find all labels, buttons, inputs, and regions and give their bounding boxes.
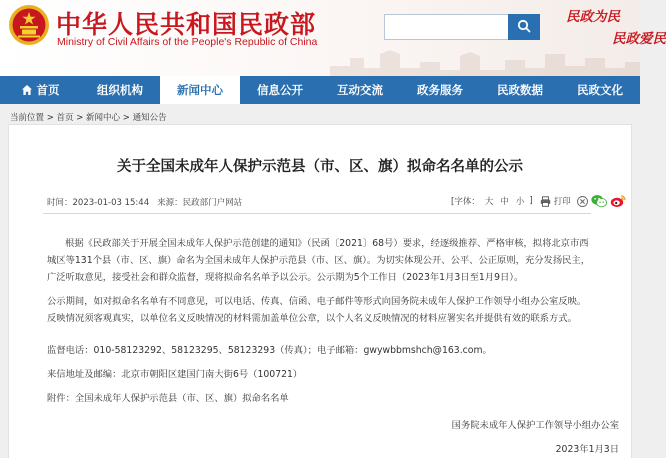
print-icon[interactable] bbox=[540, 196, 551, 207]
article-paragraph-1: 根据《民政部关于开展全国未成年人保护示范创建的通知》（民函〔2021〕68号）要求，经逐级推荐、严格审核，拟将北京市西城区等131个县（市、区、旗）命名为全国未成年人保护示范县（市、区、旗）。为切实体现公开、公平、公正原则，充分发扬民主，广泛听取意见，接受社会和群众监督，现将拟命名名单予以公示。公示期为5个工作日（2023年1月3日至1月9日）。 bbox=[47, 238, 591, 283]
article-title: 关于全国未成年人保护示范县（市、区、旗）拟命名名单的公示 bbox=[117, 159, 523, 175]
site-subtitle: Ministry of Civil Affairs of the People's Republic of China bbox=[57, 36, 318, 48]
nav-item-information-disclosure[interactable] bbox=[240, 76, 320, 104]
wechat-share-icon[interactable] bbox=[591, 194, 607, 208]
nav-item-label: 民政数据 bbox=[497, 83, 543, 97]
nav-item-civil-data[interactable] bbox=[480, 76, 560, 104]
font-size-small-link[interactable]: 小 bbox=[515, 197, 525, 207]
slogan-line-2: 民政爱民 bbox=[612, 31, 666, 47]
attachment-link[interactable]: 附件：全国未成年人保护示范县（市、区、旗）拟命名名单 bbox=[47, 393, 289, 404]
print-link[interactable]: 打印 bbox=[553, 197, 571, 207]
close-icon[interactable] bbox=[577, 196, 588, 207]
nav-item-label: 政务服务 bbox=[417, 83, 463, 97]
nav-item-label: 首页 bbox=[36, 83, 60, 97]
article-meta bbox=[47, 196, 242, 208]
nav-item-label: 新闻中心 bbox=[177, 83, 223, 97]
font-size-large-link[interactable]: 大 bbox=[484, 197, 494, 207]
article-time: 时间：2023-01-03 15:44 bbox=[47, 198, 150, 208]
nav-item-home[interactable] bbox=[0, 76, 80, 104]
meta-divider bbox=[43, 213, 591, 214]
main-nav bbox=[0, 76, 640, 104]
nav-item-label: 民政文化 bbox=[577, 83, 623, 97]
home-icon bbox=[21, 84, 33, 96]
nav-item-organization[interactable] bbox=[80, 76, 160, 104]
site-header bbox=[0, 0, 666, 76]
nav-item-label: 互动交流 bbox=[337, 83, 383, 97]
contact-address: 来信地址及邮编：北京市朝阳区建国门南大街6号（100721） bbox=[47, 369, 303, 380]
nav-item-label: 信息公开 bbox=[257, 83, 303, 97]
font-size-close-bracket: ] bbox=[529, 196, 533, 206]
article-tools bbox=[451, 193, 626, 209]
nav-item-interaction[interactable] bbox=[320, 76, 400, 104]
signature-organization: 国务院未成年人保护工作领导小组办公室 bbox=[451, 420, 619, 431]
nav-item-civil-culture[interactable] bbox=[560, 76, 640, 104]
article-card bbox=[8, 124, 632, 458]
national-emblem-icon[interactable] bbox=[8, 4, 50, 46]
search-icon bbox=[517, 18, 531, 37]
signature-date: 2023年1月3日 bbox=[555, 444, 619, 455]
article-paragraph-2: 公示期间，如对拟命名名单有不同意见，可以电话、传真、信函、电子邮件等形式向国务院未成年人保护工作领导小组办公室反映。反映情况须客观真实，以单位名义反映情况的材料需加盖单位公章，以个人名义反映情况的材料应署实名并提供有效的联系方式。 bbox=[47, 296, 587, 324]
search-button[interactable] bbox=[508, 14, 540, 40]
weibo-share-icon[interactable] bbox=[610, 194, 626, 208]
nav-item-government-services[interactable] bbox=[400, 76, 480, 104]
nav-item-label: 组织机构 bbox=[97, 83, 143, 97]
font-size-label: [字体： bbox=[451, 197, 480, 207]
slogan-line-1: 民政为民 bbox=[566, 9, 620, 25]
breadcrumb[interactable]: 当前位置 > 首页 > 新闻中心 > 通知公告 bbox=[10, 113, 167, 123]
font-size-medium-link[interactable]: 中 bbox=[500, 197, 509, 207]
contact-phone-email: 监督电话：010-58123292、58123295、58123293（传真）；电子邮箱：gwywbbmshch@163.com。 bbox=[47, 345, 492, 356]
slogan bbox=[566, 6, 666, 50]
site-title[interactable]: 中华人民共和国民政部 bbox=[56, 10, 317, 39]
article-source: 来源：民政部门户网站 bbox=[157, 198, 243, 208]
nav-item-news-center[interactable] bbox=[160, 76, 240, 104]
